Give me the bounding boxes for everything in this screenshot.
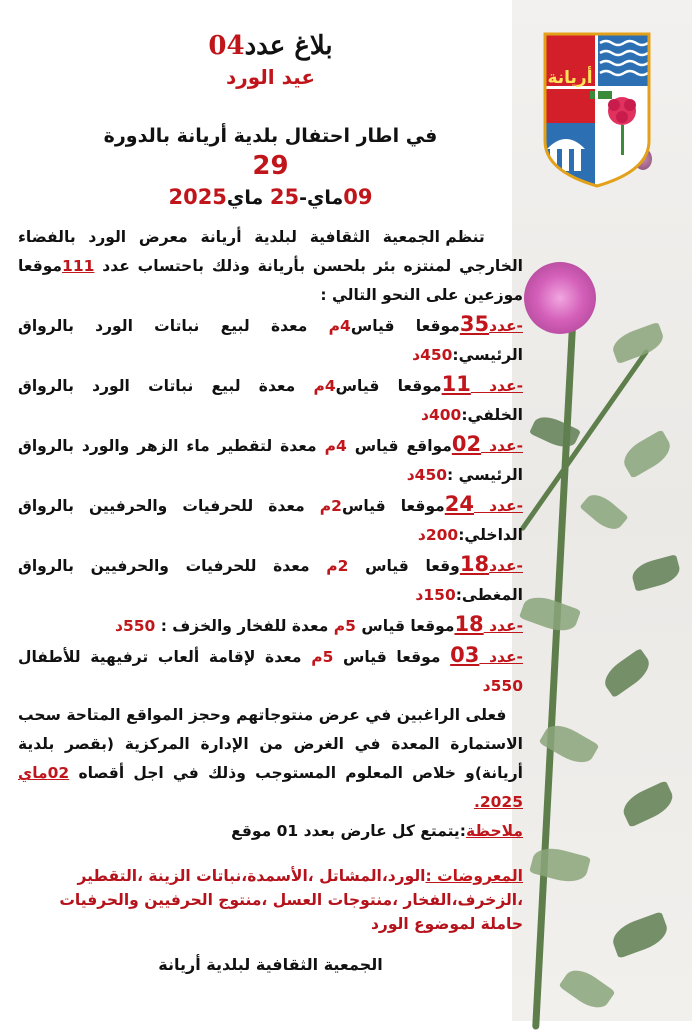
site-count: 18 <box>459 552 490 576</box>
site-use: معدة لبيع نباتات الورد بالرواق الرئيسي: <box>18 317 523 364</box>
site-count: 03 <box>450 643 480 667</box>
site-count: 11 <box>441 372 471 396</box>
site-price: 450د <box>406 466 448 484</box>
leaf <box>609 911 672 958</box>
site-count-prefix: -عدد <box>489 557 523 575</box>
exhibits-label: المعروضات : <box>425 867 523 885</box>
site-count-prefix: -عدد <box>489 317 523 335</box>
site-item <box>18 641 523 701</box>
total-sites: 111 <box>62 257 95 275</box>
site-size: 4م <box>324 437 347 455</box>
site-text: موقعا قياس <box>333 648 451 666</box>
site-size: 2م <box>319 497 342 515</box>
intro-heading: في اطار احتفال بلدية أريانة بالدورة <box>103 125 438 147</box>
site-count-prefix: -عدد <box>470 377 524 395</box>
site-price: 400د <box>421 406 462 424</box>
note-line: ملاحظة:يتمتع كل عارض بعدد 01 موقع <box>231 822 523 840</box>
site-text: موقعا قياس <box>350 317 460 335</box>
site-count-prefix: -عدد <box>481 437 524 455</box>
site-size: 5م <box>333 617 356 635</box>
rose-stem <box>532 270 579 1029</box>
site-use: معدة لإقامة ألعاب ترفيهية للأطفال <box>18 648 312 666</box>
site-size: 4م <box>328 317 351 335</box>
site-use: معدة للحرفيات والحرفيين بالرواق المغطى: <box>18 557 523 604</box>
event-dates: 09ماي-25 ماي2025 <box>168 185 373 209</box>
ariana-municipality-logo <box>542 31 652 189</box>
site-item <box>18 370 523 430</box>
site-count: 02 <box>451 432 482 456</box>
leaf <box>629 554 682 592</box>
note-label: ملاحظة <box>465 822 523 840</box>
site-text: موقعا قياس <box>341 497 445 515</box>
site-size: 2م <box>326 557 349 575</box>
announcement-title <box>18 30 523 62</box>
leaf <box>579 489 628 536</box>
closing-paragraph: فعلى الراغبين في عرض منتوجاتهم وحجز المواقع المتاحة سحب الاستمارة المعدة في الغرض من الإدارة المركزية (بقصر بلدية أريانة)و خلاص المعلوم المستوجب وذلك في اجل أقصاه 02ماي 2025. <box>18 706 523 811</box>
site-text: وقعا قياس <box>348 557 460 575</box>
edition-number: 29 <box>252 151 289 181</box>
site-price: 150د <box>415 586 456 604</box>
site-price: 200د <box>417 526 459 544</box>
site-count: 18 <box>454 612 484 636</box>
site-price: 550د <box>114 617 156 635</box>
leaf <box>558 963 615 1015</box>
site-size: 4م <box>313 377 336 395</box>
site-item <box>18 550 523 610</box>
rose-flower <box>524 262 596 334</box>
site-price: 450د <box>412 346 453 364</box>
site-count-prefix: -عدد <box>474 497 523 515</box>
site-count: 35 <box>459 312 490 336</box>
site-use: معدة لبيع نباتات الورد بالرواق الخلفي: <box>18 377 523 424</box>
site-use: معدة للفخار والخزف : <box>155 617 334 635</box>
exhibits-block: المعروضات :الورد،المشاتل ،الأسمدة،نباتات الزينة ،التقطير ،الزخرف،الفخار ،منتوجات العسل ،منتوج الحرفيين والحرفيات حاملة لموضوع الورد <box>59 867 523 933</box>
leaf <box>599 648 655 698</box>
logo-text: أريانة <box>547 68 593 88</box>
site-size: 5م <box>311 648 334 666</box>
sites-list <box>18 310 523 701</box>
site-item <box>18 490 523 550</box>
site-price: 550د <box>482 677 523 695</box>
intro-paragraph: تنظم الجمعية الثقافية لبلدية أريانة معرض الورد بالفضاء الخارجي لمنتزه بئر بلحسن بأريانة وذلك باحتساب عدد 111موقعا موزعين على النحو التالي : <box>18 228 523 304</box>
signature: الجمعية الثقافية لبلدية أريانة <box>158 955 383 974</box>
site-use: معدة للحرفيات والحرفيين بالرواق الداخلي: <box>18 497 523 544</box>
announcement-subtitle: عيد الورد <box>225 65 316 89</box>
site-count-prefix: -عدد <box>479 648 523 666</box>
announcement-document <box>18 30 523 980</box>
title-word: بلاغ عدد <box>244 31 333 61</box>
title-number: 04 <box>208 31 245 61</box>
site-use: معدة لتقطير ماء الزهر والورد بالرواق الرئيسي : <box>18 437 523 484</box>
site-count-prefix: -عدد <box>483 617 523 635</box>
site-count: 24 <box>444 492 474 516</box>
site-item <box>18 610 523 641</box>
leaf <box>529 411 581 452</box>
leaf <box>529 843 591 886</box>
leaf <box>619 780 678 827</box>
site-item <box>18 310 523 370</box>
leaf <box>618 429 675 478</box>
site-text: موقعا قياس <box>355 617 455 635</box>
body-paragraph <box>18 223 523 817</box>
leaf <box>519 591 581 636</box>
site-text: موقعا قياس <box>335 377 442 395</box>
site-item <box>18 430 523 490</box>
site-text: مواقع قياس <box>346 437 452 455</box>
